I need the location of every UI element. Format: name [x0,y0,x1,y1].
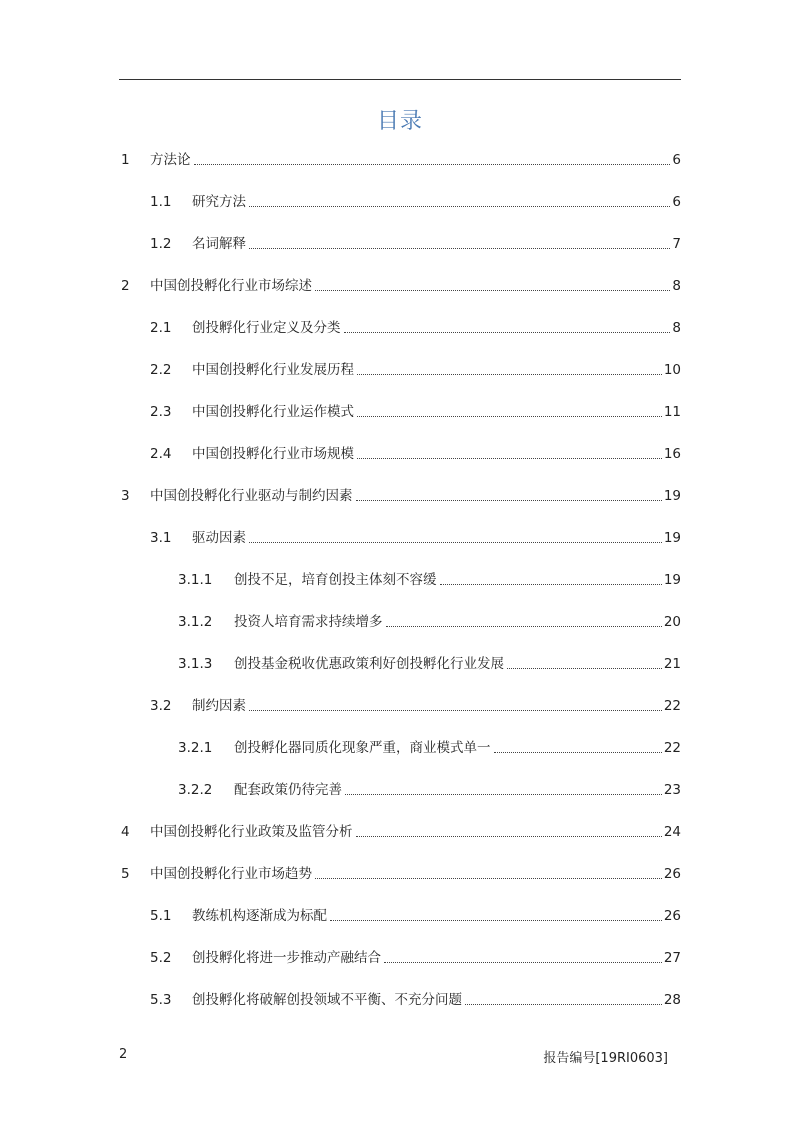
toc-entry-number: 1 [121,152,130,168]
toc-dot-leader [249,528,662,548]
toc-entry[interactable] [121,822,681,842]
toc-entry-number: 5.3 [150,992,172,1008]
toc-entry[interactable] [150,318,681,338]
toc-entry-title: 教练机构逐渐成为标配 [192,908,327,924]
toc-dot-leader [386,612,662,632]
toc-dot-leader [315,276,670,296]
toc-entry-number: 5.2 [150,950,172,966]
toc-entry-number: 2.1 [150,320,172,336]
toc-dot-leader [249,696,662,716]
toc-entry[interactable] [150,402,681,422]
toc-entry-number: 3.1 [150,530,172,546]
toc-entry-page: 27 [663,950,681,966]
toc-entry-title: 创投孵化行业定义及分类 [192,320,341,336]
toc-entry-page: 26 [663,908,681,924]
toc-entry-page: 10 [663,362,681,378]
toc-entry-page: 19 [663,572,681,588]
toc-entry-number: 4 [121,824,130,840]
toc-entry[interactable] [150,990,681,1010]
toc-entry[interactable] [121,486,681,506]
footer-report-id: 报告编号[19RI0603] [543,1051,668,1066]
toc-entry-number: 1.1 [150,194,172,210]
toc-entry-page: 19 [663,530,681,546]
toc-entry-number: 2 [121,278,130,294]
toc-dot-leader [357,402,662,422]
toc-entry[interactable] [121,150,681,170]
toc-entry[interactable] [150,444,681,464]
toc-dot-leader [356,486,662,506]
toc-entry-title: 方法论 [150,152,191,168]
toc-entry-page: 16 [663,446,681,462]
toc-entry-number: 3.2.1 [178,740,213,756]
toc-entry-title: 中国创投孵化行业驱动与制约因素 [150,488,353,504]
toc-entry-title: 投资人培育需求持续增多 [234,614,383,630]
toc-dot-leader [344,318,671,338]
toc-entry-page: 8 [672,320,681,336]
toc-entry-number: 3.2 [150,698,172,714]
toc-entry-page: 6 [672,194,681,210]
toc-entry-page: 11 [663,404,681,420]
toc-entry-number: 5 [121,866,130,882]
toc-entry-page: 22 [663,698,681,714]
toc-entry-page: 28 [663,992,681,1008]
toc-dot-leader [440,570,662,590]
toc-entry-page: 23 [663,782,681,798]
toc-entry-number: 3.1.3 [178,656,213,672]
toc-entry[interactable] [178,654,681,674]
toc-dot-leader [249,234,670,254]
toc-entry-title: 中国创投孵化行业政策及监管分析 [150,824,353,840]
toc-entry[interactable] [150,192,681,212]
toc-entry-number: 2.2 [150,362,172,378]
toc-entry-number: 1.2 [150,236,172,252]
toc-entry-page: 6 [672,152,681,168]
toc-entry-title: 中国创投孵化行业运作模式 [192,404,354,420]
toc-entry-title: 创投孵化将进一步推动产融结合 [192,950,381,966]
toc-entry-title: 创投孵化器同质化现象严重，商业模式单一 [234,740,491,756]
toc-dot-leader [194,150,671,170]
toc-entry-title: 创投孵化将破解创投领域不平衡、不充分问题 [192,992,462,1008]
toc-entry-page: 24 [663,824,681,840]
toc-entry-title: 中国创投孵化行业市场趋势 [150,866,312,882]
toc-entry-title: 中国创投孵化行业市场规模 [192,446,354,462]
toc-entry-title: 研究方法 [192,194,246,210]
toc-entry[interactable] [150,906,681,926]
toc-entry-page: 8 [672,278,681,294]
toc-entry-number: 3 [121,488,130,504]
footer-page-number: 2 [119,1047,128,1062]
toc-entry[interactable] [178,612,681,632]
toc-entry-title: 创投不足，培育创投主体刻不容缓 [234,572,437,588]
toc-entry-page: 21 [663,656,681,672]
toc-entry-number: 3.2.2 [178,782,213,798]
toc-entry-title: 名词解释 [192,236,246,252]
toc-entry-title: 制约因素 [192,698,246,714]
toc-dot-leader [315,864,662,884]
toc-entry-title: 中国创投孵化行业发展历程 [192,362,354,378]
toc-entry-page: 26 [663,866,681,882]
toc-entry-title: 配套政策仍待完善 [234,782,342,798]
toc-entry-page: 7 [672,236,681,252]
toc-dot-leader [494,738,662,758]
toc-entry-number: 3.1.2 [178,614,213,630]
toc-dot-leader [465,990,662,1010]
toc-entry[interactable] [150,360,681,380]
toc-dot-leader [356,822,662,842]
toc-entry-page: 19 [663,488,681,504]
toc-entry[interactable] [150,528,681,548]
toc-entry-title: 创投基金税收优惠政策利好创投孵化行业发展 [234,656,504,672]
toc-entry[interactable] [121,864,681,884]
toc-entry-title: 中国创投孵化行业市场综述 [150,278,312,294]
toc-entry-number: 5.1 [150,908,172,924]
toc-dot-leader [357,444,662,464]
toc-dot-leader [330,906,662,926]
toc-dot-leader [384,948,662,968]
toc-entry-number: 2.4 [150,446,172,462]
toc-entry[interactable] [121,276,681,296]
page-title: 目录 [376,109,423,134]
header-rule [119,79,681,80]
toc-entry-title: 驱动因素 [192,530,246,546]
toc-entry[interactable] [150,696,681,716]
toc-entry-number: 2.3 [150,404,172,420]
toc-dot-leader [507,654,662,674]
toc-entry-number: 3.1.1 [178,572,213,588]
toc-entry[interactable] [178,570,681,590]
toc-dot-leader [357,360,662,380]
toc-entry[interactable] [150,234,681,254]
toc-entry[interactable] [178,738,681,758]
toc-entry[interactable] [178,780,681,800]
toc-entry-page: 22 [663,740,681,756]
toc-dot-leader [345,780,662,800]
toc-dot-leader [249,192,670,212]
toc-entry[interactable] [150,948,681,968]
toc-entry-page: 20 [663,614,681,630]
